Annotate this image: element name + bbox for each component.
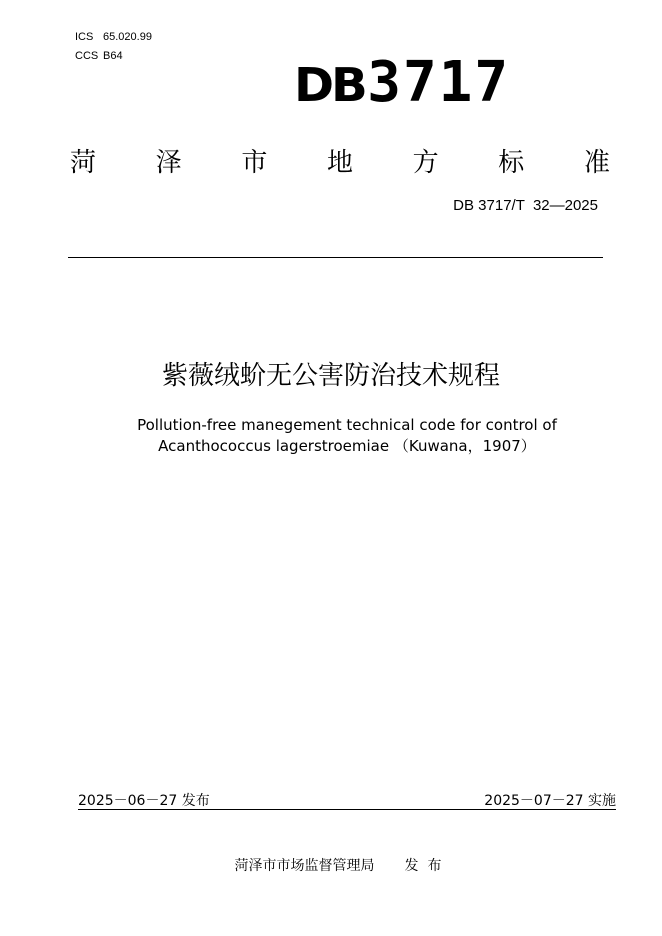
document-title-en [0,415,662,457]
footer-divider [78,809,616,810]
header-divider [68,257,603,258]
ccs-label: CCS [75,50,99,62]
db-logo-prefix: DB [294,58,365,112]
db-logo [294,50,511,115]
standard-type-char: 市 [241,148,268,178]
standard-type-char: 标 [498,148,525,178]
ics-line [75,31,152,44]
publisher-line [0,855,662,875]
document-title-cn: 紫薇绒蚧无公害防治技术规程 [161,361,500,391]
ccs-value: B64 [103,50,123,62]
issue-date: 2025－06－27 发布 [78,793,210,809]
standard-type-char: 泽 [155,148,182,178]
standard-type-char: 菏 [70,148,97,178]
document-title-en-line2: Acanthococcus lagerstroemiae （Kuwana，1907） [158,437,536,455]
document-title-en-line1: Pollution-free manegement technical code for control of [137,416,557,434]
ics-label: ICS [75,31,94,43]
standard-type-title [70,146,610,180]
implementation-date: 2025－07－27 实施 [484,793,616,809]
ccs-line [75,50,123,63]
ics-value: 65.020.99 [103,31,152,43]
standard-type-char: 方 [412,148,439,178]
standard-type-char: 准 [583,148,610,178]
standard-code: DB 3717/T 32—2025 [453,197,598,214]
db-logo-number: 3717 [367,50,511,115]
publisher-name: 菏泽市市场监督管理局 [234,858,375,874]
standard-type-char: 地 [326,148,353,178]
publish-word: 发 布 [404,858,442,874]
